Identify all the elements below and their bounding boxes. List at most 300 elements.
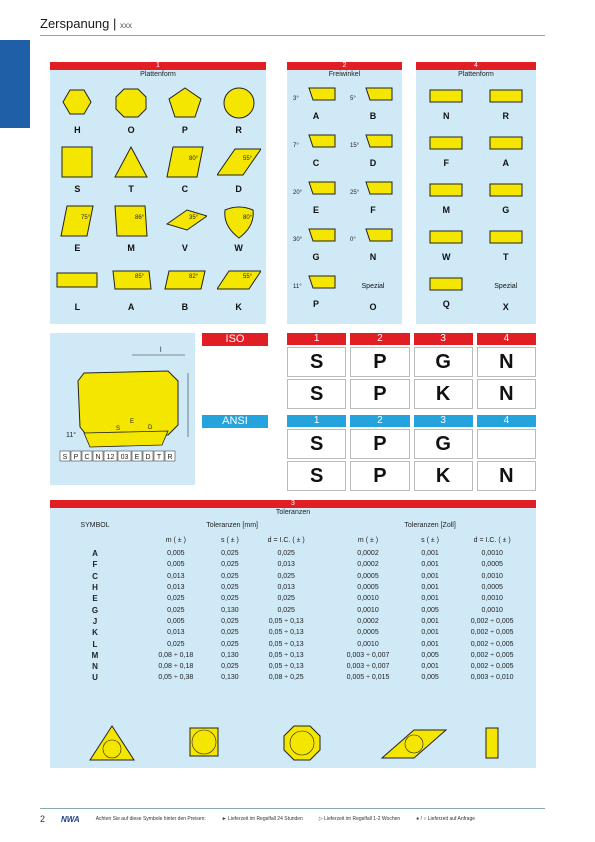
angle-label: 11° [66, 432, 77, 439]
value-cell: 0,130 [221, 606, 239, 614]
rhombus80-icon [163, 143, 207, 181]
shape-cell-h [52, 84, 103, 140]
clearance-label: E [312, 205, 319, 215]
clearance-angle-icon [293, 178, 339, 202]
iso-code-cell: S [287, 347, 346, 377]
brand-logo: NWA [61, 814, 80, 824]
dim-s-label: S [116, 426, 121, 432]
clearance-cell-b [346, 84, 400, 128]
shape-label: O [127, 125, 135, 135]
value-cell: 0,0002 [357, 550, 379, 558]
value-cell: 0,001 [421, 561, 439, 569]
ansi-code-cell: S [287, 461, 346, 491]
value-cell: 0,130 [221, 651, 239, 659]
value-cell: 0,08 ÷ 0,18 [158, 651, 194, 659]
insert-diagram [50, 333, 195, 485]
form-label: M [442, 205, 450, 215]
value-cell: 0,025 [221, 572, 239, 580]
symbol-cell: E [92, 594, 98, 604]
value-cell: 0,005 ÷ 0,015 [346, 674, 390, 682]
value-cell: 0,0005 [357, 584, 379, 592]
clearance-cell-a [289, 84, 343, 128]
shape-angle: 35° [188, 215, 198, 221]
shape-angle: 55° [242, 274, 252, 280]
iso-bar: ISO [202, 333, 268, 346]
value-cell: 0,08 ÷ 0,18 [158, 663, 194, 671]
tolerance-table [50, 518, 536, 684]
form-cell-g [478, 178, 535, 222]
rhombus35-icon [163, 202, 207, 240]
shape-label: P [181, 125, 188, 135]
shape-cell-o [106, 84, 157, 140]
table-row [50, 571, 536, 582]
value-cell: 0,013 [277, 561, 295, 569]
clearance-angle-icon [350, 225, 396, 249]
shape-cell-w [213, 202, 264, 258]
shape-label: T [128, 184, 134, 194]
iso-code-cell: K [414, 379, 473, 409]
fig-square [190, 728, 218, 756]
value-cell: 0,0010 [357, 640, 379, 648]
footer-on-request: ● / ○ Lieferzeit auf Anfrage [416, 816, 476, 822]
shape-cell-b [160, 261, 211, 317]
value-cell: 0,05 ÷ 0,13 [268, 640, 304, 648]
clearance-label: F [370, 205, 376, 215]
shape-label: H [74, 125, 81, 135]
value-cell: 0,025 [221, 617, 239, 625]
octagon-icon [109, 84, 153, 122]
code-char: P [73, 454, 79, 461]
clearance-angle: 5° [350, 96, 356, 102]
value-cell: 0,0010 [481, 550, 503, 558]
clearance-angle: 15° [350, 143, 360, 149]
section-4-plattenform [416, 62, 536, 324]
insert-form-icon [426, 178, 466, 202]
para55-icon [217, 261, 261, 299]
rhombus86-icon [109, 202, 153, 240]
insert-form-icon [426, 272, 466, 296]
value-cell: 0,025 [221, 561, 239, 569]
table-row [50, 638, 536, 649]
clearance-angle: 25° [350, 190, 360, 196]
iso-col-3: 3 [414, 333, 473, 345]
shape-cell-t [106, 143, 157, 199]
table-row [50, 616, 536, 627]
code-char: D [145, 454, 151, 461]
shape-label: C [181, 184, 189, 194]
value-cell: 0,002 ÷ 0,005 [470, 617, 514, 625]
shape-cell-s [52, 143, 103, 199]
fig-rect [486, 728, 498, 758]
shape-cell-e [52, 202, 103, 258]
iso-code-cell: N [477, 379, 536, 409]
ansi-col-4: 4 [477, 415, 536, 427]
ansi-code-cell: P [350, 429, 409, 459]
section-4-number: 4 [416, 62, 536, 70]
insert-diagram-svg [50, 333, 195, 485]
column-header: s ( ± ) [221, 536, 239, 544]
value-cell: 0,0005 [357, 629, 379, 637]
header-divider [40, 35, 545, 36]
footer [40, 814, 545, 824]
ansi-bar: ANSI [202, 415, 268, 428]
section-2-title: Freiwinkel [328, 71, 361, 78]
column-header: d = I.C. ( ± ) [473, 536, 511, 544]
iso-col-2: 2 [350, 333, 409, 345]
table-row [50, 604, 536, 615]
dim-e-label: E [130, 419, 135, 425]
form-label: Q [442, 299, 450, 309]
code-char: T [156, 454, 162, 461]
form-cell-q [418, 272, 475, 316]
symbol-cell: F [92, 560, 98, 570]
insert-form-icon [426, 225, 466, 249]
insert-form-icon [486, 178, 526, 202]
value-cell: 0,001 [421, 617, 439, 625]
value-cell: 0,08 ÷ 0,25 [268, 674, 304, 682]
value-cell: 0,003 ÷ 0,007 [346, 663, 390, 671]
ansi-code-cell: S [287, 429, 346, 459]
clearance-label: B [369, 111, 377, 121]
shape-cell-k [213, 261, 264, 317]
ansi-code-cell [477, 429, 536, 459]
shape-label: D [235, 184, 242, 194]
symbol-cell: N [92, 662, 98, 672]
footer-1-2-weeks: ▷ Lieferzeit im Regelfall 1-2 Wochen [318, 816, 401, 822]
trigon-icon [217, 202, 261, 240]
table-row [50, 650, 536, 661]
ansi-col-3: 3 [414, 415, 473, 427]
fig-rhombus [382, 730, 446, 758]
value-cell: 0,025 [221, 640, 239, 648]
dim-d-label: D [148, 425, 153, 431]
value-cell: 0,002 ÷ 0,005 [470, 629, 514, 637]
shape-angle: 55° [242, 156, 252, 162]
shape-angle: 86° [135, 215, 145, 221]
value-cell: 0,05 ÷ 0,38 [158, 674, 194, 682]
value-cell: 0,0010 [481, 595, 503, 603]
clearance-angle-icon [350, 84, 396, 108]
insert-form-icon [426, 84, 466, 108]
value-cell: 0,003 ÷ 0,007 [346, 651, 390, 659]
insert-form-icon [486, 225, 526, 249]
clearance-angle-icon [293, 225, 339, 249]
value-cell: 0,005 [421, 651, 439, 659]
iso-code-cell: P [350, 347, 409, 377]
clearance-label: D [369, 158, 377, 168]
iso-col-1: 1 [287, 333, 346, 345]
value-cell: 0,025 [221, 550, 239, 558]
value-cell: 0,0005 [481, 561, 503, 569]
shape-label: K [235, 302, 242, 312]
value-cell: 0,025 [277, 606, 295, 614]
form-label: F [443, 158, 449, 168]
shape-label: V [181, 243, 188, 253]
value-cell: 0,025 [167, 640, 185, 648]
section-4-title: Plattenform [458, 71, 494, 78]
insert-form-icon [486, 84, 526, 108]
shape-angle: 80° [188, 156, 198, 162]
shape-angle: 85° [135, 274, 145, 280]
form-cell-m [418, 178, 475, 222]
table-row [50, 672, 536, 683]
value-cell: 0,0010 [357, 606, 379, 614]
value-cell: 0,001 [421, 663, 439, 671]
insert-form-icon [426, 131, 466, 155]
special-text: Spezial [361, 283, 385, 290]
value-cell: 0,001 [421, 572, 439, 580]
value-cell: 0,0010 [481, 572, 503, 580]
rhombus55-icon [217, 143, 261, 181]
para85-icon [109, 261, 153, 299]
ansi-col-2: 2 [350, 415, 409, 427]
clearance-angle: 3° [293, 96, 299, 102]
shape-cell-r [213, 84, 264, 140]
clearance-cell-o [346, 272, 400, 316]
value-cell: 0,130 [221, 674, 239, 682]
shape-label: L [74, 302, 81, 312]
shape-angle: 82° [188, 274, 198, 280]
shape-label: M [127, 243, 135, 253]
form-cell-w [418, 225, 475, 269]
special-text: Spezial [494, 283, 518, 290]
shape-label: R [235, 125, 242, 135]
insert-side-view [84, 431, 168, 447]
value-cell: 0,001 [421, 629, 439, 637]
footer-divider [40, 808, 545, 809]
pentagon-icon [163, 84, 207, 122]
section-2-number: 2 [287, 62, 402, 70]
form-label: A [502, 158, 509, 168]
iso-label [202, 333, 268, 346]
symbol-cell: H [92, 583, 98, 593]
value-cell: 0,002 ÷ 0,005 [470, 663, 514, 671]
value-cell: 0,05 ÷ 0,13 [268, 663, 304, 671]
shape-angle: 75° [81, 215, 91, 221]
clearance-angle: 7° [293, 143, 299, 149]
value-cell: 0,001 [421, 584, 439, 592]
iso-code-boxes [60, 451, 175, 461]
symbol-cell: J [92, 616, 98, 626]
section-3-toleranzen [50, 500, 536, 768]
value-cell: 0,002 ÷ 0,005 [470, 651, 514, 659]
rect-icon [55, 261, 99, 299]
footer-note: Achten Sie auf diese Symbole hinter den Preisen: [95, 816, 206, 822]
clearance-cell-n [346, 225, 400, 269]
section-1-plattenform [50, 62, 266, 324]
table-row [50, 582, 536, 593]
clearance-cell-f [346, 178, 400, 222]
ansi-label [202, 415, 268, 428]
code-char: 03 [120, 454, 129, 461]
form-label: G [502, 205, 510, 215]
dim-l-label: l [160, 347, 162, 354]
rhombus75-icon [55, 202, 99, 240]
code-char: R [167, 454, 173, 461]
code-char: C [84, 454, 90, 461]
section-2-freiwinkel [287, 62, 402, 324]
column-header: m ( ± ) [165, 536, 186, 544]
shape-cell-c [160, 143, 211, 199]
value-cell: 0,013 [277, 584, 295, 592]
insert-form-icon [486, 131, 526, 155]
value-cell: 0,05 ÷ 0,13 [268, 629, 304, 637]
clearance-cell-p [289, 272, 343, 316]
tolerance-figures-svg [50, 718, 536, 766]
value-cell: 0,002 ÷ 0,005 [470, 640, 514, 648]
column-header: m ( ± ) [357, 536, 379, 544]
value-cell: 0,013 [167, 572, 185, 580]
symbol-cell: M [91, 650, 99, 660]
shape-cell-p [160, 84, 211, 140]
value-cell: 0,005 [421, 606, 439, 614]
clearance-cell-g [289, 225, 343, 269]
iso-col-4: 4 [477, 333, 536, 345]
value-cell: 0,005 [167, 550, 185, 558]
tolerance-body [50, 548, 536, 684]
value-cell: 0,0002 [357, 561, 379, 569]
shape-cell-l [52, 261, 103, 317]
clearance-angle: 20° [293, 190, 303, 196]
page-title: Zerspanung [40, 16, 110, 31]
value-cell: 0,013 [167, 629, 185, 637]
value-cell: 0,025 [167, 595, 185, 603]
form-cell-x [478, 272, 535, 316]
form-label: R [502, 111, 509, 121]
symbol-cell: L [92, 639, 98, 649]
ansi-code-cell: N [477, 461, 536, 491]
square-icon [55, 143, 99, 181]
inch-header: Toleranzen [Zoll] [404, 521, 456, 529]
shape-label: S [74, 184, 81, 194]
value-cell: 0,013 [167, 584, 185, 592]
value-cell: 0,025 [221, 629, 239, 637]
clearance-angle-icon [350, 131, 396, 155]
ansi-code-cell: P [350, 461, 409, 491]
clearance-angle-icon [293, 84, 339, 108]
form-label: T [503, 252, 509, 262]
value-cell: 0,0010 [357, 595, 379, 603]
shape-cell-v [160, 202, 211, 258]
value-cell: 0,003 ÷ 0,010 [470, 674, 514, 682]
value-cell: 0,005 [421, 674, 439, 682]
clearance-cell-c [289, 131, 343, 175]
ansi-code-table [287, 415, 536, 491]
table-row [50, 627, 536, 638]
value-cell: 0,001 [421, 550, 439, 558]
value-cell: 0,025 [221, 584, 239, 592]
value-cell: 0,0005 [357, 572, 379, 580]
shape-label: B [181, 302, 189, 312]
clearance-cell-d [346, 131, 400, 175]
hexagon-icon [55, 84, 99, 122]
symbol-cell: A [92, 549, 98, 559]
code-char: N [95, 454, 101, 461]
value-cell: 0,05 ÷ 0,13 [268, 651, 304, 659]
fig-octagon [284, 726, 320, 760]
value-cell: 0,0002 [357, 617, 379, 625]
code-char: S [62, 454, 68, 461]
value-cell: 0,025 [277, 572, 295, 580]
value-cell: 0,001 [421, 595, 439, 603]
clearance-angle-icon [293, 131, 339, 155]
section-4-grid [416, 80, 536, 320]
page-subtitle: xxx [120, 21, 133, 30]
insert-top-view [78, 371, 178, 437]
page-number: 2 [40, 814, 46, 824]
form-cell-f [418, 131, 475, 175]
shape-cell-a [106, 261, 157, 317]
value-cell: 0,05 ÷ 0,13 [268, 617, 304, 625]
code-char: E [134, 454, 140, 461]
shape-label: E [74, 243, 81, 253]
symbol-cell: K [92, 628, 98, 638]
value-cell: 0,025 [277, 550, 295, 558]
para82-icon [163, 261, 207, 299]
section-3-title: Toleranzen [275, 509, 311, 516]
iso-code-cell: G [414, 347, 473, 377]
form-label: W [442, 252, 451, 262]
ansi-code-cell: K [414, 461, 473, 491]
table-row [50, 548, 536, 559]
footer-24h: ► Lieferzeit im Regelfall 24 Stunden [221, 816, 303, 822]
section-1-title: Plattenform [140, 71, 176, 78]
clearance-label: O [369, 302, 377, 312]
clearance-label: G [312, 252, 320, 262]
triangle-icon [109, 143, 153, 181]
value-cell: 0,025 [277, 595, 295, 603]
section-1-grid [50, 80, 266, 321]
value-cell: 0,005 [167, 617, 185, 625]
iso-code-cell: N [477, 347, 536, 377]
section-3-number: 3 [50, 500, 536, 508]
shape-cell-m [106, 202, 157, 258]
symbol-cell: U [92, 673, 98, 683]
value-cell: 0,025 [221, 595, 239, 603]
shape-label: W [234, 243, 243, 253]
symbol-cell: G [91, 605, 99, 615]
clearance-label: N [369, 252, 377, 262]
shape-cell-d [213, 143, 264, 199]
column-header: s ( ± ) [421, 536, 439, 544]
clearance-label: A [312, 111, 320, 121]
value-cell: 0,025 [221, 663, 239, 671]
value-cell: 0,025 [167, 606, 185, 614]
value-cell: 0,0010 [481, 606, 503, 614]
form-cell-t [478, 225, 535, 269]
section-1-number: 1 [50, 62, 266, 70]
symbol-cell: C [92, 571, 98, 581]
section-2-grid [287, 80, 402, 320]
clearance-label: P [312, 299, 319, 309]
clearance-angle-icon [293, 272, 339, 296]
iso-code-table [287, 333, 536, 409]
clearance-angle: 0° [350, 237, 356, 243]
shape-label: A [127, 302, 135, 312]
code-char: 12 [106, 454, 115, 461]
clearance-angle: 30° [293, 237, 303, 243]
form-cell-r [478, 84, 535, 128]
clearance-label: C [312, 158, 320, 168]
clearance-cell-e [289, 178, 343, 222]
value-cell: 0,0005 [481, 584, 503, 592]
mm-header: Toleranzen [mm] [206, 521, 258, 529]
column-header: d = I.C. ( ± ) [267, 536, 305, 544]
shape-angle: 80° [242, 215, 252, 221]
iso-code-cell: S [287, 379, 346, 409]
form-cell-n [418, 84, 475, 128]
clearance-angle: 11° [293, 284, 302, 290]
